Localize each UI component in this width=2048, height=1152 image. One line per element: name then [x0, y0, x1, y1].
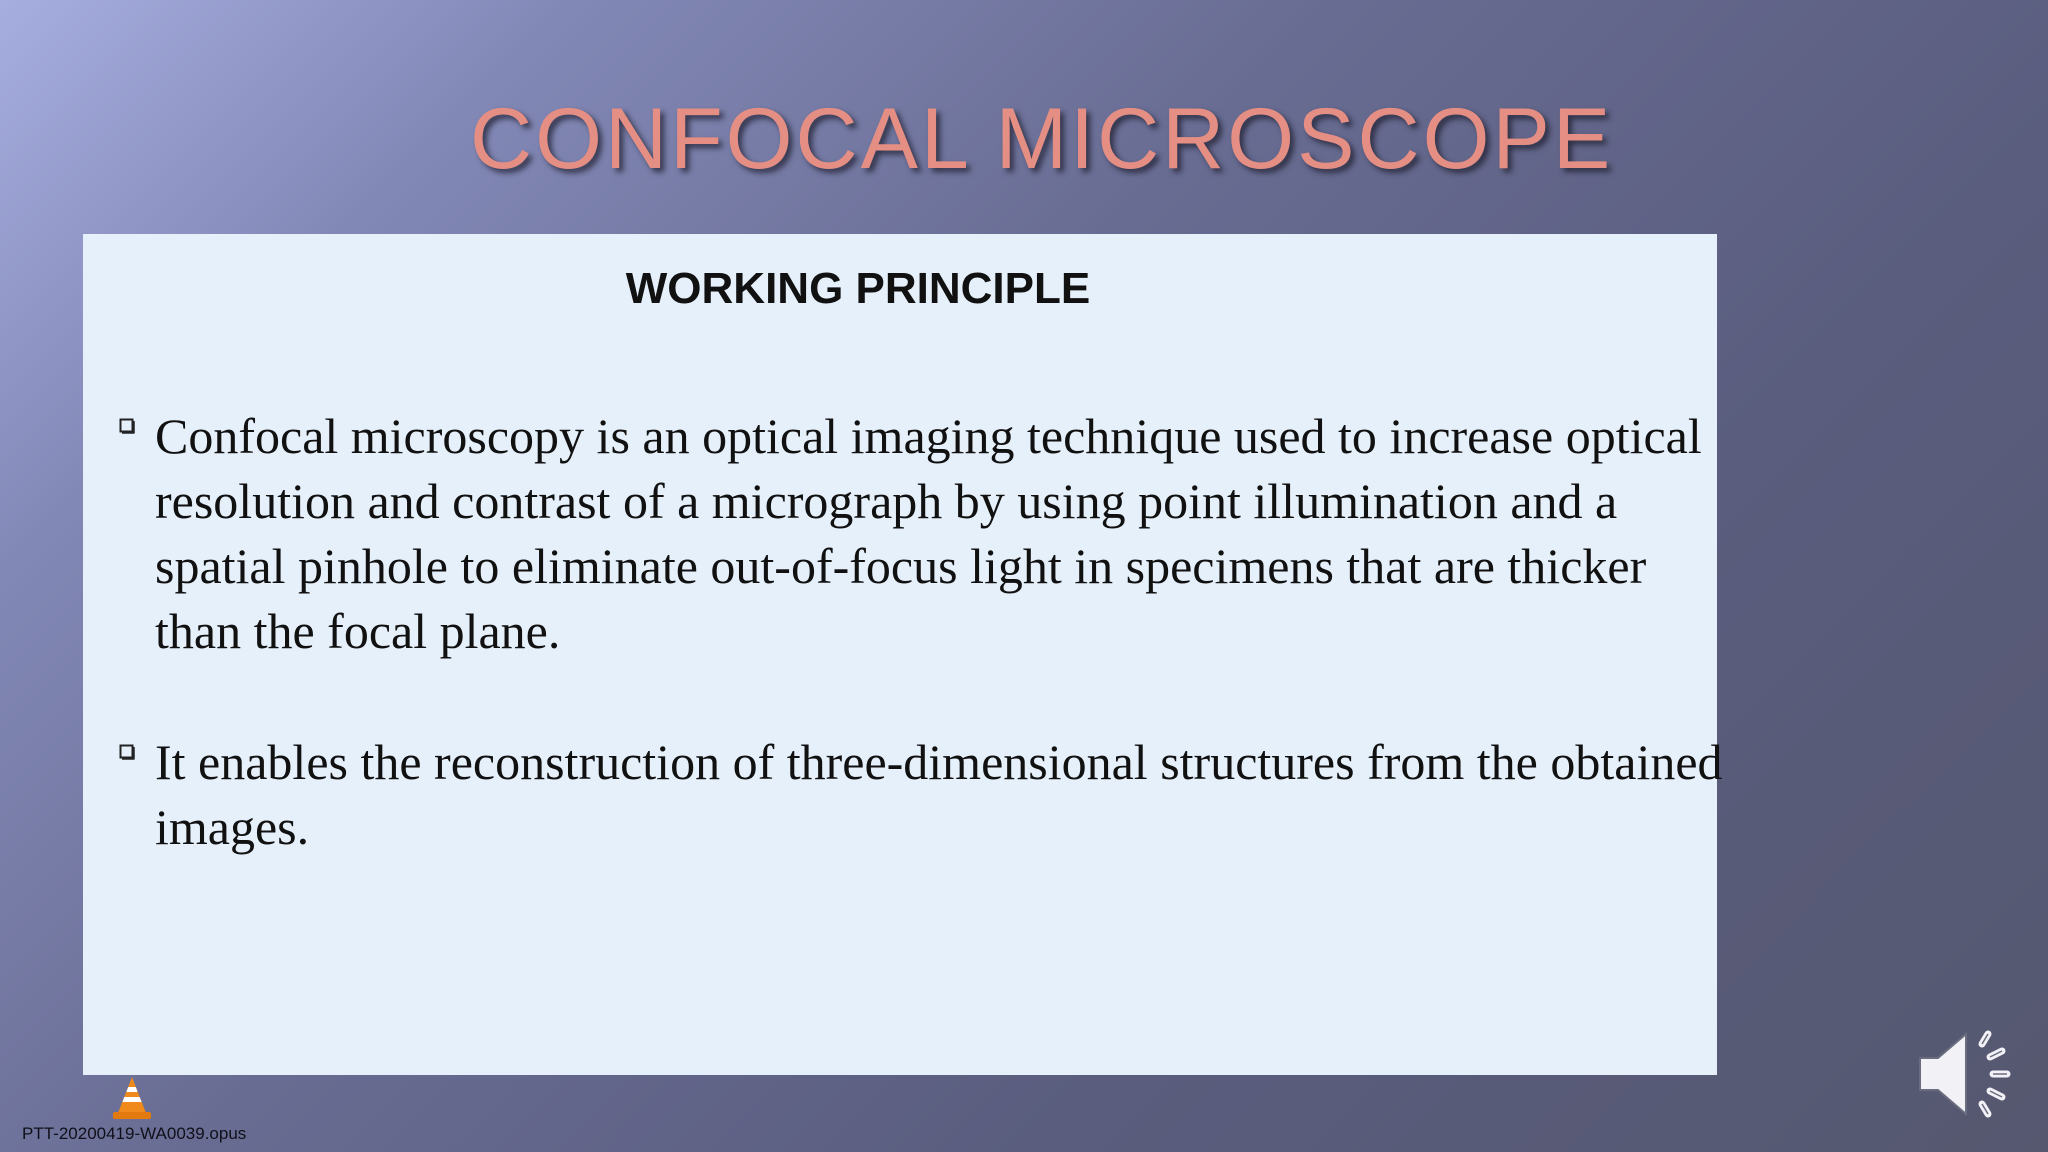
- vlc-cone-icon[interactable]: [110, 1075, 154, 1121]
- bullet-item: [119, 730, 1725, 860]
- bullet-text: It enables the reconstruction of three-dimensional structures from the obtained images.: [155, 734, 1723, 855]
- content-box: [83, 234, 1723, 1075]
- bullet-text: Confocal microscopy is an optical imaging technique used to increase optical resolution and contrast of a micrograph by using point illumination and a spatial pinhole to eliminate out-of-focus light in specimens that are thicker than the focal plane.: [155, 408, 1702, 659]
- hollow-square-bullet-icon: [119, 730, 155, 762]
- media-file-name: PTT-20200419-WA0039.opus: [22, 1124, 247, 1143]
- speaker-icon[interactable]: [1916, 1024, 2018, 1124]
- bullet-item: [119, 404, 1725, 664]
- hollow-square-bullet-icon: [119, 404, 155, 436]
- slide-title: CONFOCAL MICROSCOPE: [470, 91, 1614, 187]
- section-heading: WORKING PRINCIPLE: [625, 264, 1091, 313]
